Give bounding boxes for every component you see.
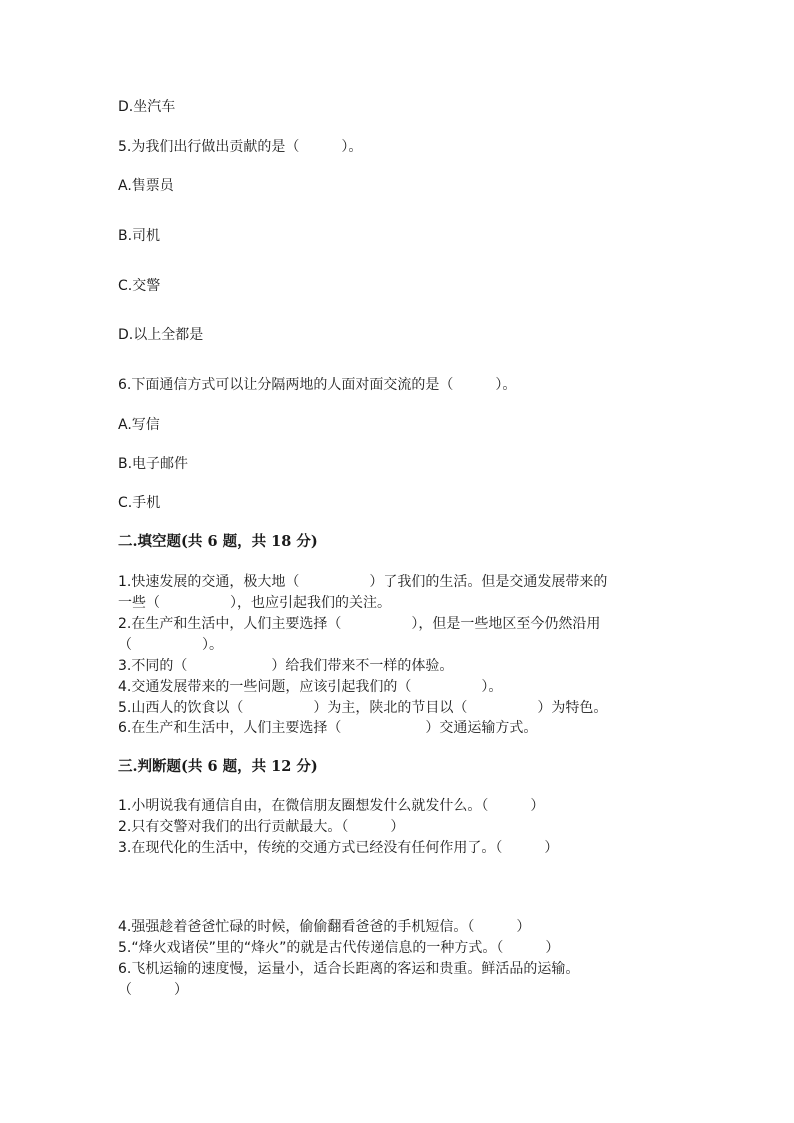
fill-line-7: 5.山西人的饮食以（ ）为主，陕北的节目以（ ）为特色。 bbox=[118, 700, 608, 716]
judge-line-7: （ ） bbox=[118, 982, 188, 998]
q5-option-d: D.以上全都是 bbox=[118, 327, 204, 343]
section3-heading: 三.判断题(共 6 题，共 12 分) bbox=[118, 758, 318, 775]
fill-line-6: 4.交通发展带来的一些问题，应该引起我们的（ ）。 bbox=[118, 679, 503, 695]
section2-heading: 二.填空题(共 6 题，共 18 分) bbox=[118, 533, 318, 550]
q5-question: 5.为我们出行做出贡献的是（ ）。 bbox=[118, 139, 363, 155]
judge-line-3: 3.在现代化的生活中，传统的交通方式已经没有任何作用了。（ ） bbox=[118, 840, 559, 856]
q5-option-a: A.售票员 bbox=[118, 178, 174, 194]
q4-option-d: D.坐汽车 bbox=[118, 99, 176, 115]
q6-option-c: C.手机 bbox=[118, 495, 161, 511]
q5-option-c: C.交警 bbox=[118, 278, 161, 294]
fill-line-5: 3.不同的（ ）给我们带来不一样的体验。 bbox=[118, 658, 454, 674]
q6-option-a: A.写信 bbox=[118, 417, 160, 433]
q5-option-b: B.司机 bbox=[118, 228, 161, 244]
fill-line-2: 一些（ ），也应引起我们的关注。 bbox=[118, 595, 391, 611]
judge-line-1: 1.小明说我有通信自由，在微信朋友圈想发什么就发什么。（ ） bbox=[118, 798, 545, 814]
fill-line-1: 1.快速发展的交通，极大地（ ）了我们的生活。但是交通发展带来的 bbox=[118, 574, 608, 590]
q6-option-b: B.电子邮件 bbox=[118, 456, 189, 472]
fill-line-4: （ ）。 bbox=[118, 637, 223, 653]
judge-line-2: 2.只有交警对我们的出行贡献最大。（ ） bbox=[118, 819, 405, 835]
q6-question: 6.下面通信方式可以让分隔两地的人面对面交流的是（ ）。 bbox=[118, 377, 517, 393]
fill-line-3: 2.在生产和生活中，人们主要选择（ ），但是一些地区至今仍然沿用 bbox=[118, 616, 601, 632]
judge-line-6: 6.飞机运输的速度慢，运量小，适合长距离的客运和贵重。鲜活品的运输。 bbox=[118, 961, 580, 977]
judge-line-5: 5.“烽火戏诸侯”里的“烽火”的就是古代传递信息的一种方式。（ ） bbox=[118, 940, 560, 956]
fill-line-8: 6.在生产和生活中，人们主要选择（ ）交通运输方式。 bbox=[118, 720, 538, 736]
judge-line-4: 4.强强趁着爸爸忙碌的时候，偷偷翻看爸爸的手机短信。（ ） bbox=[118, 919, 531, 935]
